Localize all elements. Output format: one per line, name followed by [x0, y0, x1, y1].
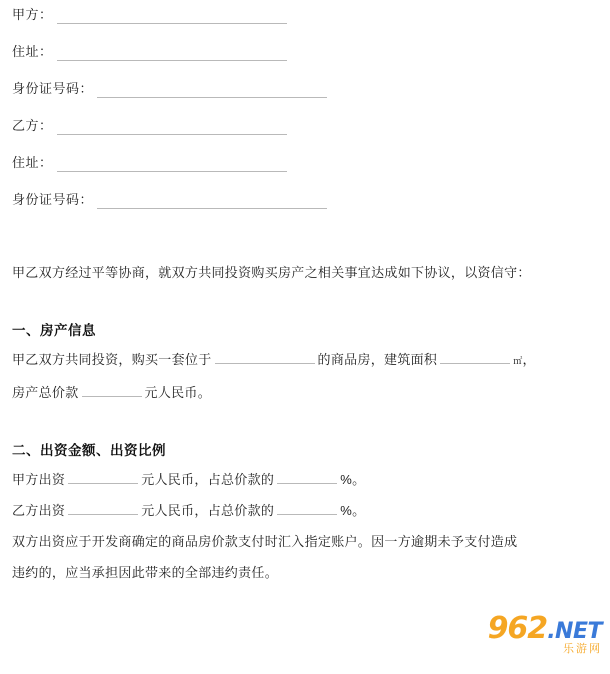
party-label: 甲方：	[12, 7, 53, 22]
watermark-subtitle: 乐游网	[563, 643, 602, 655]
watermark	[470, 611, 602, 656]
section-title-investment-amount: 二、出资金额、出资比例	[12, 443, 166, 458]
party-field-row	[12, 154, 598, 172]
party-label: 住址：	[12, 155, 53, 170]
line-text: 甲乙双方共同投资，购买一套位于	[12, 352, 212, 367]
party-label: 住址：	[12, 44, 53, 59]
watermark-brand: 962	[487, 611, 548, 646]
line-text: 双方出资应于开发商确定的商品房价款支付时汇入指定账户。因一方逾期未予支付造成	[12, 534, 518, 549]
section-line	[0, 495, 610, 526]
spacer	[0, 288, 610, 318]
party-blank[interactable]	[57, 8, 287, 24]
party-blank[interactable]	[57, 119, 287, 135]
line-text: 甲方出资	[12, 472, 66, 487]
party-blank[interactable]	[97, 82, 327, 98]
party-label: 身份证号码：	[12, 81, 94, 96]
watermark-domain: .NET	[547, 619, 602, 644]
unit-square-meter: ㎡	[513, 356, 523, 366]
party-blank[interactable]	[57, 45, 287, 61]
party-field-row	[12, 43, 598, 61]
party-field-row	[12, 6, 598, 24]
party-label: 乙方：	[12, 118, 53, 133]
line-text: 违约的，应当承担因此带来的全部违约责任。	[12, 565, 279, 580]
party-label: 身份证号码：	[12, 192, 94, 207]
blank-field-area[interactable]	[440, 349, 510, 364]
blank-field-party-b-percent[interactable]	[277, 500, 337, 515]
section-line	[0, 464, 610, 495]
blank-field-party-b-amount[interactable]	[68, 500, 138, 515]
line-text: 元人民币，占总价款的	[141, 472, 275, 487]
section-line	[0, 526, 610, 557]
section-line	[0, 344, 610, 377]
blank-field-location[interactable]	[215, 349, 315, 364]
party-field-row	[12, 191, 598, 209]
spacer	[0, 408, 610, 438]
blank-field-total-price[interactable]	[82, 382, 142, 397]
section-line	[0, 377, 610, 408]
intro-paragraph: 甲乙双方经过平等协商，就双方共同投资购买房产之相关事宜达成如下协议，以资信守：	[12, 265, 531, 280]
line-text: ，	[522, 352, 536, 367]
party-blank[interactable]	[57, 156, 287, 172]
party-fields	[0, 0, 610, 209]
watermark-row	[470, 611, 602, 646]
line-text: 房产总价款	[12, 385, 79, 400]
line-text: 元人民币，占总价款的	[141, 503, 275, 518]
section-line	[0, 557, 610, 588]
party-blank[interactable]	[97, 193, 327, 209]
line-text: 元人民币。	[144, 385, 212, 400]
line-text: 乙方出资	[12, 503, 66, 518]
section-title-property-info: 一、房产信息	[12, 323, 96, 338]
party-field-row	[12, 80, 598, 98]
line-text: %。	[340, 472, 366, 487]
line-text: %。	[340, 503, 366, 518]
line-text: 的商品房，建筑面积	[317, 352, 438, 367]
spacer	[0, 228, 610, 258]
blank-field-party-a-percent[interactable]	[277, 469, 337, 484]
blank-field-party-a-amount[interactable]	[68, 469, 138, 484]
party-field-row	[12, 117, 598, 135]
